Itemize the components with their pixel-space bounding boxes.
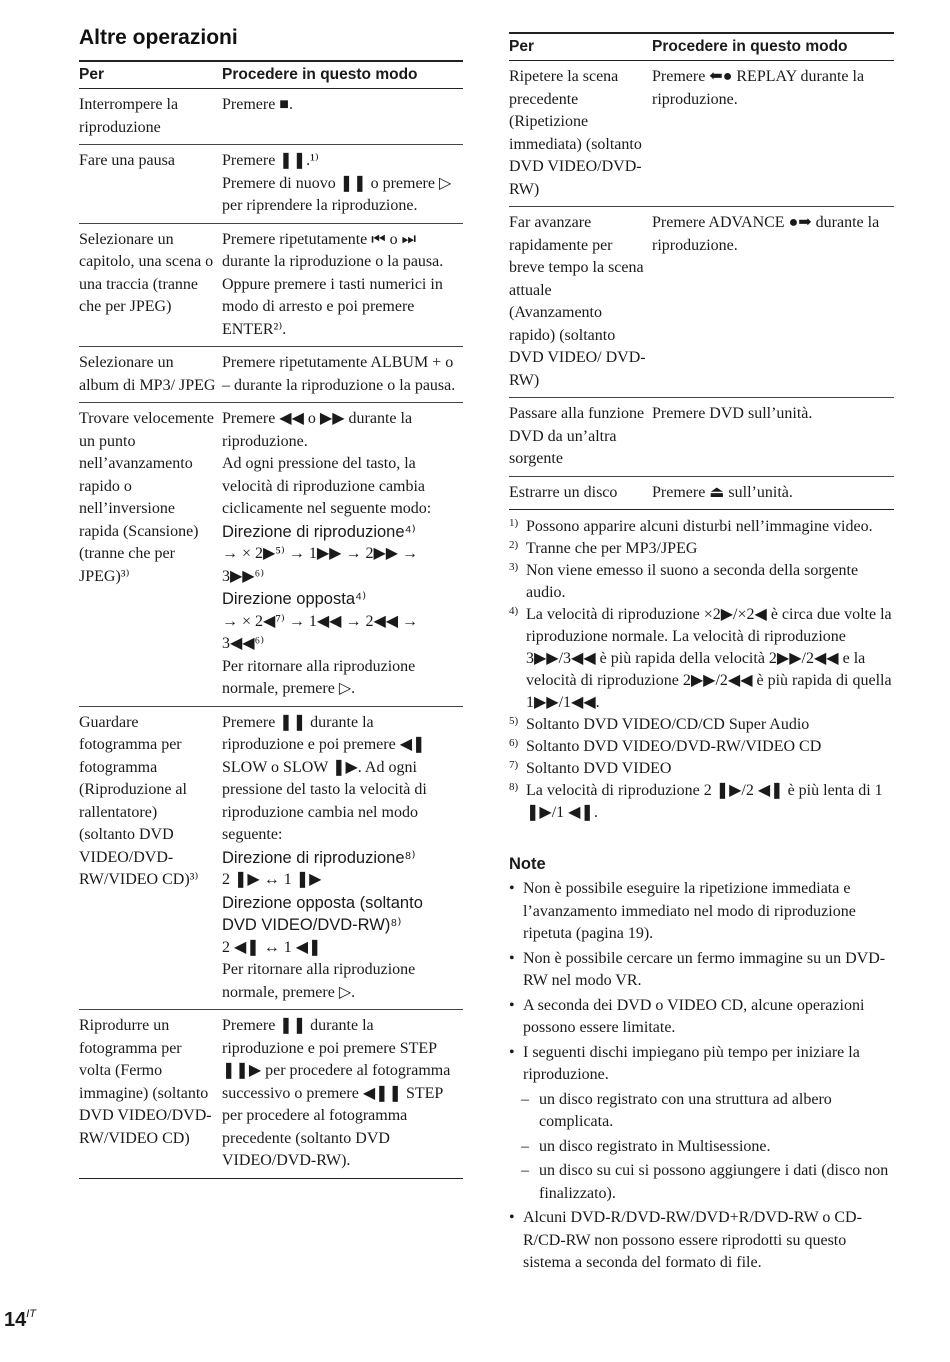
operations-table-left — [79, 60, 463, 1179]
dash-marker: – — [521, 1137, 529, 1155]
procedure-cell — [222, 347, 463, 403]
note-text: Non è possibile eseguire la ripetizione immediata e l’avanzamento immediato nel modo di riproduzione ripetuta (pagina 19). — [523, 880, 856, 942]
procedure-cell — [222, 403, 463, 707]
footnote-text: Soltanto DVD VIDEO — [526, 760, 672, 777]
procedure-cell — [222, 706, 463, 1010]
operation-cell — [509, 207, 652, 398]
procedure-text: Ad ogni pressione del tasto, la velocità di riproduzione cambia ciclicamente nel seguente modo: — [222, 455, 432, 517]
procedure-text: Premere ⏏ sull’unità. — [652, 483, 793, 501]
procedure-text: Direzione opposta (soltanto DVD VIDEO/DVD-RW)⁸⁾ — [222, 893, 423, 934]
procedure-text: Premere di nuovo ❚❚ o premere ▷ per riprendere la riproduzione. — [222, 174, 452, 214]
procedure-text: Premere ripetutamente ALBUM + o – durante la riproduzione o la pausa. — [222, 354, 456, 394]
table-row — [79, 145, 463, 224]
operation-cell — [509, 476, 652, 510]
bullet-marker: • — [509, 949, 515, 967]
procedure-text: Premere ❚❚ durante la riproduzione e poi premere ◀❚ SLOW o SLOW ❚▶. Ad ogni pressione del tasto la velocità di riproduzione cambia nel modo seguente: — [222, 713, 427, 843]
table-row — [79, 223, 463, 347]
footnote-mark: 7) — [509, 759, 519, 771]
procedure-cell — [222, 1010, 463, 1179]
note-text: I seguenti dischi impiegano più tempo per iniziare la riproduzione. — [523, 1043, 860, 1083]
operations-table-right — [509, 32, 894, 510]
procedure-text: Premere DVD sull’unità. — [652, 405, 813, 422]
footnote-text: La velocità di riproduzione ×2▶/×2◀ è circa due volte la riproduzione normale. La velocità di riproduzione 3▶▶/3◀◀ è più rapida della velocità 2▶▶/2◀◀ e la velocità di riproduzione 2▶▶/2◀◀ è più rapida di quella 1▶▶/1◀◀. — [526, 606, 892, 711]
header-procedere: Procedere in questo modo — [222, 61, 463, 89]
note-text: un disco registrato in Multisessione. — [539, 1137, 771, 1155]
operation-cell — [79, 1010, 222, 1179]
note-text: Non è possibile cercare un fermo immagine su un DVD-RW nel modo VR. — [523, 949, 886, 989]
footnote-text: La velocità di riproduzione 2 ❚▶/2 ◀❚ è più lenta di 1 ❚▶/1 ◀❚. — [526, 782, 883, 821]
footnote — [509, 736, 894, 758]
procedure-cell — [652, 398, 894, 477]
table-row — [509, 207, 894, 398]
bullet-marker: • — [509, 1209, 515, 1226]
bullet-marker: • — [509, 1043, 515, 1061]
note-dash-item — [509, 1160, 894, 1205]
procedure-text: Premere ❚❚ durante la riproduzione e poi premere STEP ❚❚▶ per procedere al fotogramma successivo o premere ◀❚❚ STEP per procedere al fotogramma precedente (soltanto DVD VIDEO/DVD-RW). — [222, 1017, 451, 1169]
footnote-text: Possono apparire alcuni disturbi nell’immagine video. — [526, 518, 873, 535]
operation-text: Interrompere la riproduzione — [79, 96, 179, 136]
footnote — [509, 516, 894, 538]
operation-text: Selezionare un capitolo, una scena o una traccia (tranne che per JPEG) — [79, 230, 214, 315]
operation-text: Ripetere la scena precedente (Ripetizione immediata) (soltanto DVD VIDEO/DVD-RW) — [509, 68, 642, 198]
footnote-mark: 6) — [509, 737, 519, 749]
note-text: un disco su cui si possono aggiungere i dati (disco non finalizzato). — [539, 1162, 889, 1202]
operation-cell — [79, 403, 222, 707]
note-bullet-item — [509, 1042, 894, 1087]
operation-text: Guardare fotogramma per fotogramma (Riproduzione al rallentatore) (soltanto DVD VIDEO/DVD-RW/VIDEO CD)³⁾ — [79, 713, 199, 888]
operation-cell — [79, 706, 222, 1010]
operation-cell — [509, 398, 652, 477]
procedure-text: → × 2◀⁷⁾ → 1◀◀ → 2◀◀ → 3◀◀⁶⁾ — [222, 612, 419, 652]
table-row — [509, 476, 894, 510]
procedure-text: 2 ❚▶ ↔ 1 ❚▶ — [222, 871, 322, 888]
operation-cell — [509, 61, 652, 207]
procedure-text: Direzione di riproduzione⁸⁾ — [222, 848, 416, 867]
note-bullet-item — [509, 995, 894, 1040]
footnote-mark: 1) — [509, 517, 519, 529]
note-bullet-item — [509, 1207, 894, 1275]
procedure-text: Per ritornare alla riproduzione normale, premere ▷. — [222, 657, 416, 697]
dash-marker: – — [521, 1090, 529, 1108]
procedure-text: Per ritornare alla riproduzione normale, premere ▷. — [222, 961, 416, 1001]
footnote — [509, 560, 894, 604]
procedure-text: Premere ❚❚.¹⁾ — [222, 152, 319, 169]
note-bullet-item — [509, 878, 894, 946]
footnote — [509, 538, 894, 560]
note-text: A seconda dei DVD o VIDEO CD, alcune operazioni possono essere limitate. — [523, 996, 865, 1036]
header-per: Per — [79, 61, 222, 89]
note-title: Note — [509, 855, 546, 873]
footnote-text: Tranne che per MP3/JPEG — [526, 540, 698, 557]
table-row — [79, 1010, 463, 1179]
table-row — [509, 61, 894, 207]
footnote-mark: 2) — [509, 539, 519, 551]
operation-text: Trovare velocemente un punto nell’avanzamento rapido o nell’inversione rapida (Scansione) (tranne che per JPEG)³⁾ — [79, 410, 214, 585]
procedure-text: Premere ripetutamente ⏮ o ⏭ durante la riproduzione o la pausa. — [222, 230, 444, 270]
note-bullet-item — [509, 948, 894, 993]
note-text: Alcuni DVD-R/DVD-RW/DVD+R/DVD-RW o CD-R/CD-RW non possono essere riprodotti su questo sistema a seconda del formato di file. — [523, 1209, 862, 1271]
procedure-text: Premere ⬅● REPLAY durante la riproduzione. — [652, 68, 865, 108]
note-dash-item — [509, 1089, 894, 1134]
operation-text: Far avanzare rapidamente per breve tempo la scena attuale (Avanzamento rapido) (soltanto DVD VIDEO/ DVD-RW) — [509, 214, 646, 389]
dash-marker: – — [521, 1162, 529, 1179]
procedure-text: Premere ◀◀ o ▶▶ durante la riproduzione. — [222, 410, 413, 450]
operation-text: Passare alla funzione DVD da un’altra sorgente — [509, 405, 645, 467]
procedure-text: Oppure premere i tasti numerici in modo di arresto e poi premere ENTER²⁾. — [222, 275, 443, 338]
operation-text: Fare una pausa — [79, 152, 175, 169]
note-dash-item — [509, 1136, 894, 1159]
page-number-suffix: IT — [26, 1308, 37, 1320]
procedure-text: Direzione opposta⁴⁾ — [222, 590, 367, 608]
footnotes — [509, 516, 894, 824]
operation-text: Selezionare un album di MP3/ JPEG — [79, 354, 216, 394]
operation-cell — [79, 223, 222, 347]
footnote-mark: 8) — [509, 781, 519, 793]
table-header-row — [509, 33, 894, 61]
operation-text: Estrarre un disco — [509, 483, 618, 501]
footnote-text: Non viene emesso il suono a seconda della sorgente audio. — [526, 562, 859, 601]
footnote-text: Soltanto DVD VIDEO/CD/CD Super Audio — [526, 716, 810, 733]
footnote — [509, 604, 894, 714]
procedure-cell — [652, 476, 894, 510]
procedure-text: 2 ◀❚ ↔ 1 ◀❚ — [222, 938, 322, 956]
footnote — [509, 780, 894, 824]
procedure-cell — [222, 223, 463, 347]
table-row — [509, 398, 894, 477]
procedure-text: → × 2▶⁵⁾ → 1▶▶ → 2▶▶ → 3▶▶⁶⁾ — [222, 545, 419, 585]
table-header-row — [79, 61, 463, 89]
table-row — [79, 706, 463, 1010]
procedure-cell — [652, 207, 894, 398]
procedure-text: Direzione di riproduzione⁴⁾ — [222, 522, 416, 541]
procedure-text: Premere ADVANCE ●➡ durante la riproduzione. — [652, 214, 880, 254]
procedure-cell — [652, 61, 894, 207]
bullet-marker: • — [509, 996, 515, 1014]
operation-text: Riprodurre un fotogramma per volta (Fermo immagine) (soltanto DVD VIDEO/DVD-RW/VIDEO CD) — [79, 1017, 212, 1147]
footnote-mark: 3) — [509, 561, 519, 573]
page-number-value: 14 — [4, 1309, 27, 1331]
operation-cell — [79, 145, 222, 224]
footnote — [509, 714, 894, 736]
page-heading: Altre operazioni — [79, 26, 238, 49]
table-row — [79, 403, 463, 707]
table-row — [79, 347, 463, 403]
procedure-text: Premere ■. — [222, 96, 293, 113]
operation-cell — [79, 89, 222, 145]
operation-cell — [79, 347, 222, 403]
table-body — [509, 61, 894, 510]
table-row — [79, 89, 463, 145]
footnote — [509, 758, 894, 780]
footnote-mark: 4) — [509, 605, 519, 617]
procedure-cell — [222, 89, 463, 145]
footnote-text: Soltanto DVD VIDEO/DVD-RW/VIDEO CD — [526, 738, 822, 755]
footnote-mark: 5) — [509, 715, 519, 727]
bullet-marker: • — [509, 880, 515, 897]
note-text: un disco registrato con una struttura ad albero complicata. — [539, 1090, 832, 1130]
notes-list — [509, 878, 894, 1277]
header-procedere: Procedere in questo modo — [652, 33, 894, 61]
procedure-cell — [222, 145, 463, 224]
table-body — [79, 89, 463, 1179]
page-number — [4, 1308, 36, 1332]
header-per: Per — [509, 33, 652, 61]
